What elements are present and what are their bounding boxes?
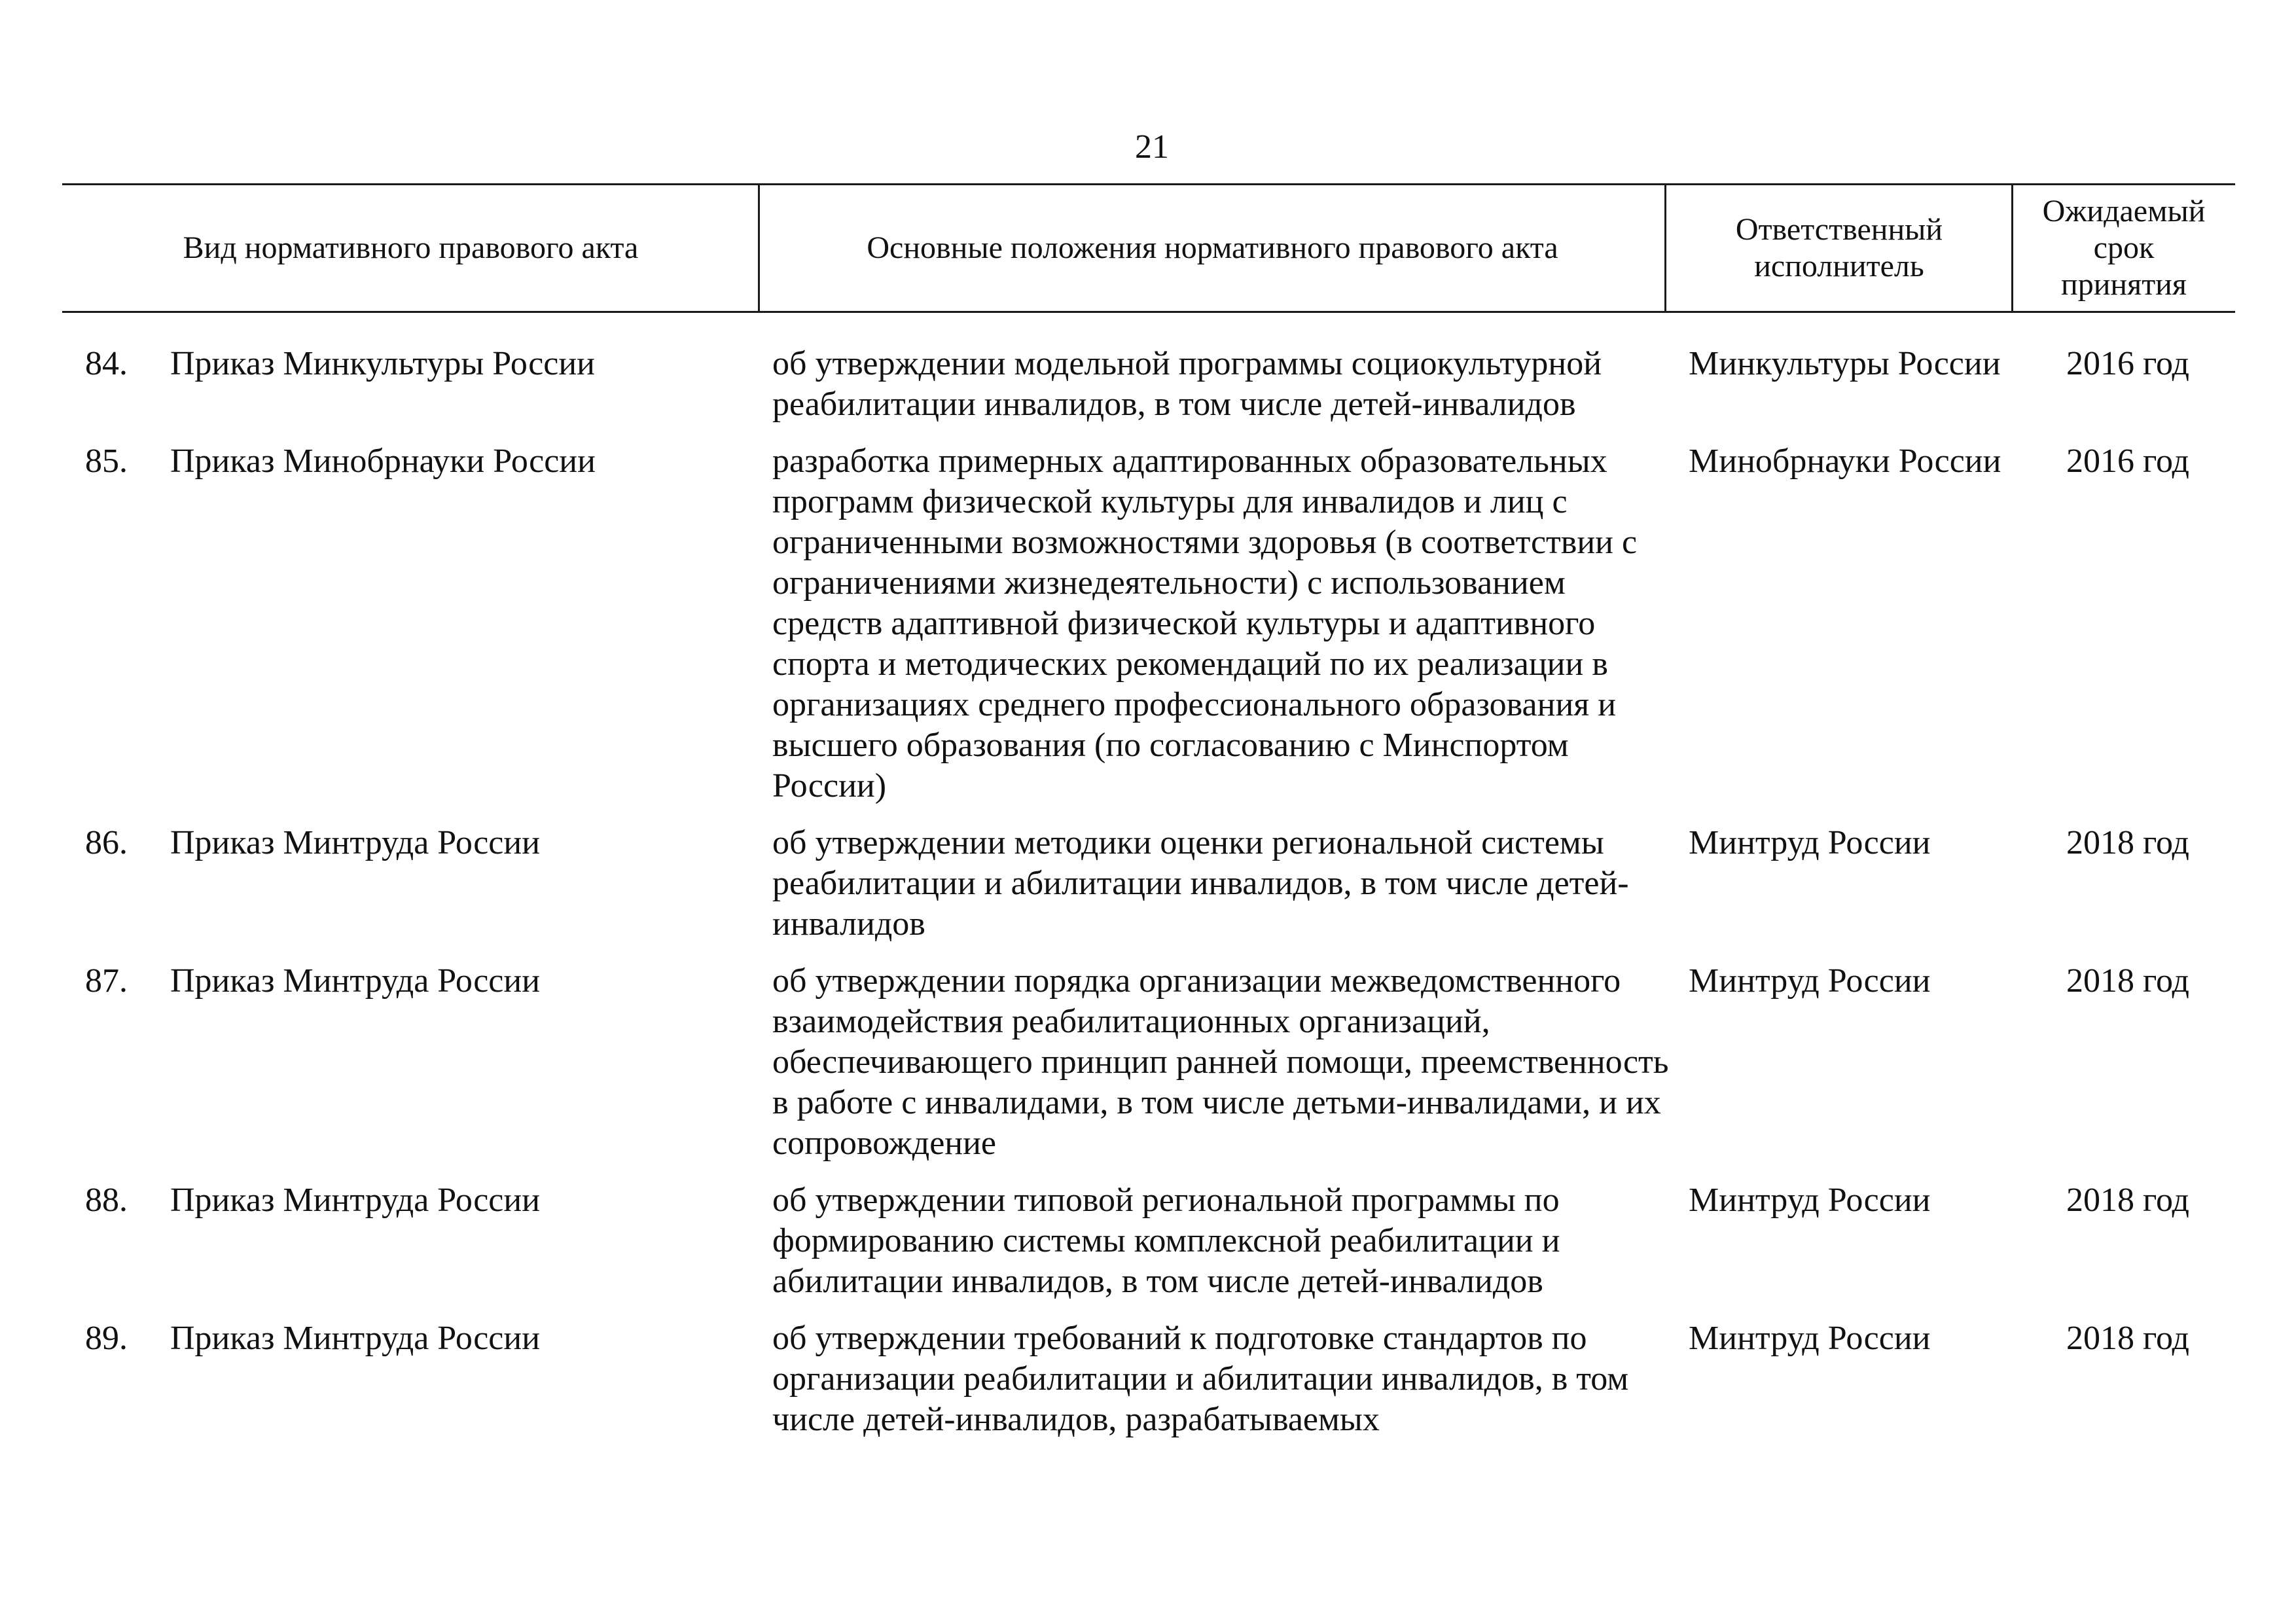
header-act-type-label: Вид нормативного правового акта [183, 230, 639, 265]
row-number: 84. [85, 345, 128, 382]
executor: Минтруд России [1689, 824, 1931, 861]
header-term [2013, 185, 2235, 311]
executor: Минтруд России [1689, 962, 1931, 1000]
row-number: 87. [85, 962, 128, 1000]
header-term-label: Ожидаемый срок принятия [2042, 194, 2206, 302]
header-executor [1666, 185, 2013, 311]
table-row [62, 823, 2235, 945]
executor: Минобрнауки России [1689, 442, 2001, 480]
term: 2018 год [2066, 1182, 2189, 1219]
term: 2018 год [2066, 1320, 2189, 1357]
table-row [62, 1318, 2235, 1440]
row-number: 85. [85, 442, 128, 480]
column-divider [2011, 185, 2013, 311]
table-body [62, 344, 2235, 1456]
executor: Минтруд России [1689, 1182, 1931, 1219]
table-row [62, 344, 2235, 425]
table-row [62, 1180, 2235, 1302]
row-number: 86. [85, 824, 128, 861]
term: 2018 год [2066, 824, 2189, 861]
act-description: об утверждении типовой региональной программы по формированию системы комплексной реабилитации и абилитации инвалидов, в том числе детей-инвалидов [772, 1182, 1560, 1300]
act-type: Приказ Минтруда России [170, 962, 541, 1000]
act-description: об утверждении методики оценки региональной системы реабилитации и абилитации инвалидов, в том числе детей-инвалидов [772, 824, 1629, 943]
act-type: Приказ Минтруда России [170, 1182, 541, 1219]
header-act-type [62, 185, 759, 311]
header-executor-label: Ответственный исполнитель [1735, 212, 1943, 283]
act-type: Приказ Минтруда России [170, 1320, 541, 1357]
row-number: 89. [85, 1320, 128, 1357]
executor: Минтруд России [1689, 1320, 1931, 1357]
table-row [62, 961, 2235, 1164]
act-description: разработка примерных адаптированных образовательных программ физической культуры для инвалидов и лиц с ограниченными возможностями здоровья (в соответствии с ограничениями жизнедеятельности) с использованием средств адаптивной физической культуры и адаптивного спорта и методических рекомендаций по их реализации в организациях среднего профессионального образования и высшего образования (по согласованию с Минспортом России) [772, 442, 1638, 804]
executor: Минкультуры России [1689, 345, 2001, 382]
term: 2016 год [2066, 442, 2189, 480]
header-act-provisions-label: Основные положения нормативного правового акта [867, 230, 1558, 265]
table-header [62, 183, 2235, 313]
row-number: 88. [85, 1182, 128, 1219]
page-number: 21 [1135, 128, 1169, 166]
column-divider [758, 185, 760, 311]
header-act-provisions [759, 185, 1666, 311]
act-description: об утверждении требований к подготовке стандартов по организации реабилитации и абилитации инвалидов, в том числе детей-инвалидов, разрабатываемых [772, 1320, 1629, 1438]
act-description: об утверждении порядка организации межведомственного взаимодействия реабилитационных организаций, обеспечивающего принцип ранней помощи, преемственность в работе с инвалидами, в том числе детьми-инвалидами, и их сопровождение [772, 962, 1669, 1162]
act-description: об утверждении модельной программы социокультурной реабилитации инвалидов, в том числе детей-инвалидов [772, 345, 1602, 423]
column-divider [1664, 185, 1666, 311]
table-row [62, 441, 2235, 806]
act-type: Приказ Минкультуры России [170, 345, 596, 382]
term: 2016 год [2066, 345, 2189, 382]
act-type: Приказ Минобрнауки России [170, 442, 596, 480]
term: 2018 год [2066, 962, 2189, 1000]
act-type: Приказ Минтруда России [170, 824, 541, 861]
